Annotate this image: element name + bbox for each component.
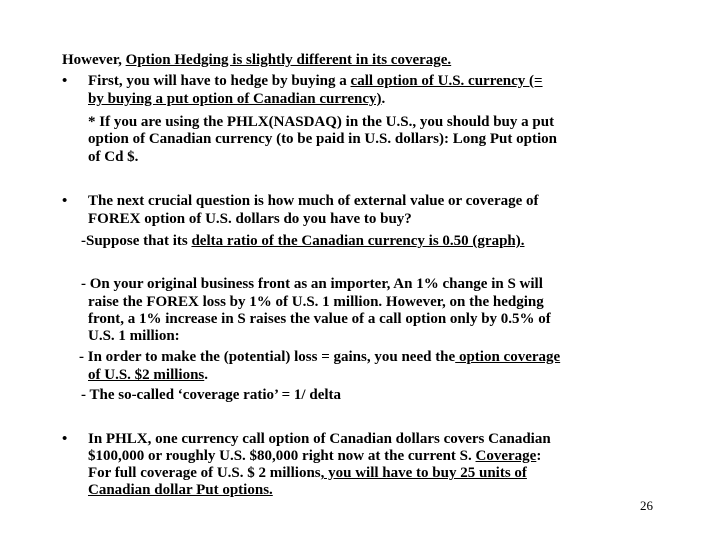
bullet1-line1: First, you will have to hedge by buying a call option of U.S. currency (= — [88, 73, 543, 89]
bullet3-line3: For full coverage of U.S. $ 2 millions, you will have to buy 25 units of — [88, 465, 527, 481]
bullet2-line2: FOREX option of U.S. dollars do you have to buy? — [88, 211, 412, 227]
sub-line5: - In order to make the (potential) loss = gains, you need the option coverage — [79, 349, 561, 365]
bullet1-line3: * If you are using the PHLX(NASDAQ) in the U.S., you should buy a put — [88, 114, 555, 130]
sub-line2: raise the FOREX loss by 1% of U.S. 1 million. However, on the hedging — [88, 294, 544, 310]
bullet1-line5: of Cd $. — [88, 149, 139, 165]
sub-line4: U.S. 1 million: — [88, 328, 180, 344]
bullet2-line3: -Suppose that its delta ratio of the Canadian currency is 0.50 (graph). — [81, 233, 525, 249]
intro-line: However, Option Hedging is slightly different in its coverage. — [62, 52, 452, 68]
sub-line6: of U.S. $2 millions. — [88, 367, 209, 383]
page-number: 26 — [640, 498, 653, 513]
bullet3-line1: In PHLX, one currency call option of Canadian dollars covers Canadian — [88, 431, 551, 447]
bullet3-line4: Canadian dollar Put options. — [88, 482, 273, 498]
bullet1-line4: option of Canadian currency (to be paid in U.S. dollars): Long Put option — [88, 131, 557, 147]
bullet-marker-3: • — [62, 431, 68, 447]
intro-underlined: Option Hedging is slightly different in its coverage. — [125, 52, 452, 68]
sub-line3: front, a 1% increase in S raises the value of a call option only by 0.5% of — [88, 311, 551, 327]
bullet-marker-2: • — [62, 193, 68, 209]
bullet-marker-1: • — [62, 73, 68, 89]
sub-line1: - On your original business front as an importer, An 1% change in S will — [81, 276, 543, 292]
sub-line7: - The so-called ‘coverage ratio’ = 1/ delta — [81, 387, 342, 403]
bullet1-line2: by buying a put option of Canadian currency). — [88, 91, 386, 107]
bullet3-line2: $100,000 or roughly U.S. $80,000 right now at the current S. Coverage: — [88, 448, 542, 464]
bullet2-line1: The next crucial question is how much of external value or coverage of — [88, 193, 539, 209]
